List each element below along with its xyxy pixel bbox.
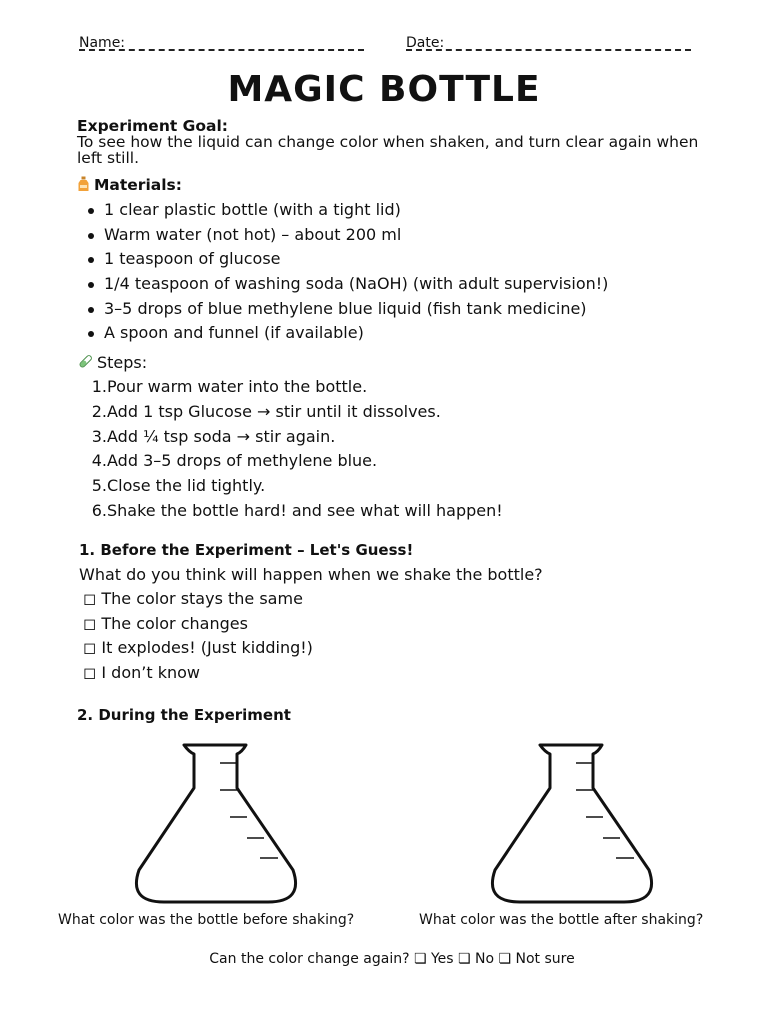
materials-heading-label: Materials: [94,176,182,194]
date-label: Date: [406,35,445,51]
step-text: Close the lid tightly. [107,476,266,496]
step-text: Add 1 tsp Glucose → stir until it dissolves. [107,401,441,421]
step-text: Shake the bottle hard! and see what will happen! [107,500,503,520]
caption-after: What color was the bottle after shaking? [419,912,704,928]
name-label: Name: [79,35,126,51]
step-item [90,474,690,499]
page-title: MAGIC BOTTLE [227,69,541,110]
step-item [90,375,690,400]
materials-item: 1 teaspoon of glucose [84,247,724,272]
bottle-icon [77,176,90,197]
step-number: 4. [91,451,107,471]
before-question: What do you think will happen when we shake the bottle? [79,565,543,584]
step-number: 1. [91,377,107,396]
before-heading: 1. Before the Experiment – Let's Guess! [79,541,414,559]
goal-heading: Experiment Goal: [77,117,228,135]
materials-item: 1 clear plastic bottle (with a tight lid) [84,198,724,223]
guess-option[interactable]: ◻ The color changes [83,613,248,633]
steps-heading [77,353,147,375]
caption-before: What color was the bottle before shaking? [58,912,355,928]
step-number: 3. [91,426,107,446]
guess-option[interactable]: ◻ The color stays the same [83,589,303,608]
materials-item: 3–5 drops of blue methylene blue liquid (fish tank medicine) [84,297,724,322]
step-number: 5. [91,476,107,496]
date-line[interactable] [406,49,691,51]
materials-heading [77,175,182,197]
step-item [90,499,690,524]
step-item [90,400,690,425]
step-text: Add 3–5 drops of methylene blue. [107,451,378,471]
goal-text: To see how the liquid can change color when shaken, and turn clear again when left still. [77,133,699,167]
test-tube-icon [77,354,93,375]
step-number: 6. [91,500,107,520]
flask-after-icon [486,740,658,906]
color-change-question[interactable]: Can the color change again? ❏ Yes ❏ No ❏ Not sure [209,951,575,967]
steps-list [90,375,690,524]
during-heading: 2. During the Experiment [77,706,291,724]
materials-item: 1/4 teaspoon of washing soda (NaOH) (with adult supervision!) [84,272,724,297]
materials-item: Warm water (not hot) – about 200 ml [84,223,724,248]
step-number: 2. [91,401,107,421]
guess-option[interactable]: ◻ It explodes! (Just kidding!) [83,638,313,658]
steps-heading-label: Steps: [97,353,148,372]
step-text: Pour warm water into the bottle. [107,377,368,396]
materials-item: A spoon and funnel (if available) [84,321,724,346]
step-text: Add ¼ tsp soda → stir again. [107,426,336,446]
name-line[interactable] [79,49,364,51]
materials-list [84,198,724,346]
step-item [90,449,690,474]
guess-options [83,587,313,685]
guess-option[interactable]: ◻ I don’t know [83,662,200,682]
flask-before-icon [130,740,302,906]
step-item [90,425,690,450]
